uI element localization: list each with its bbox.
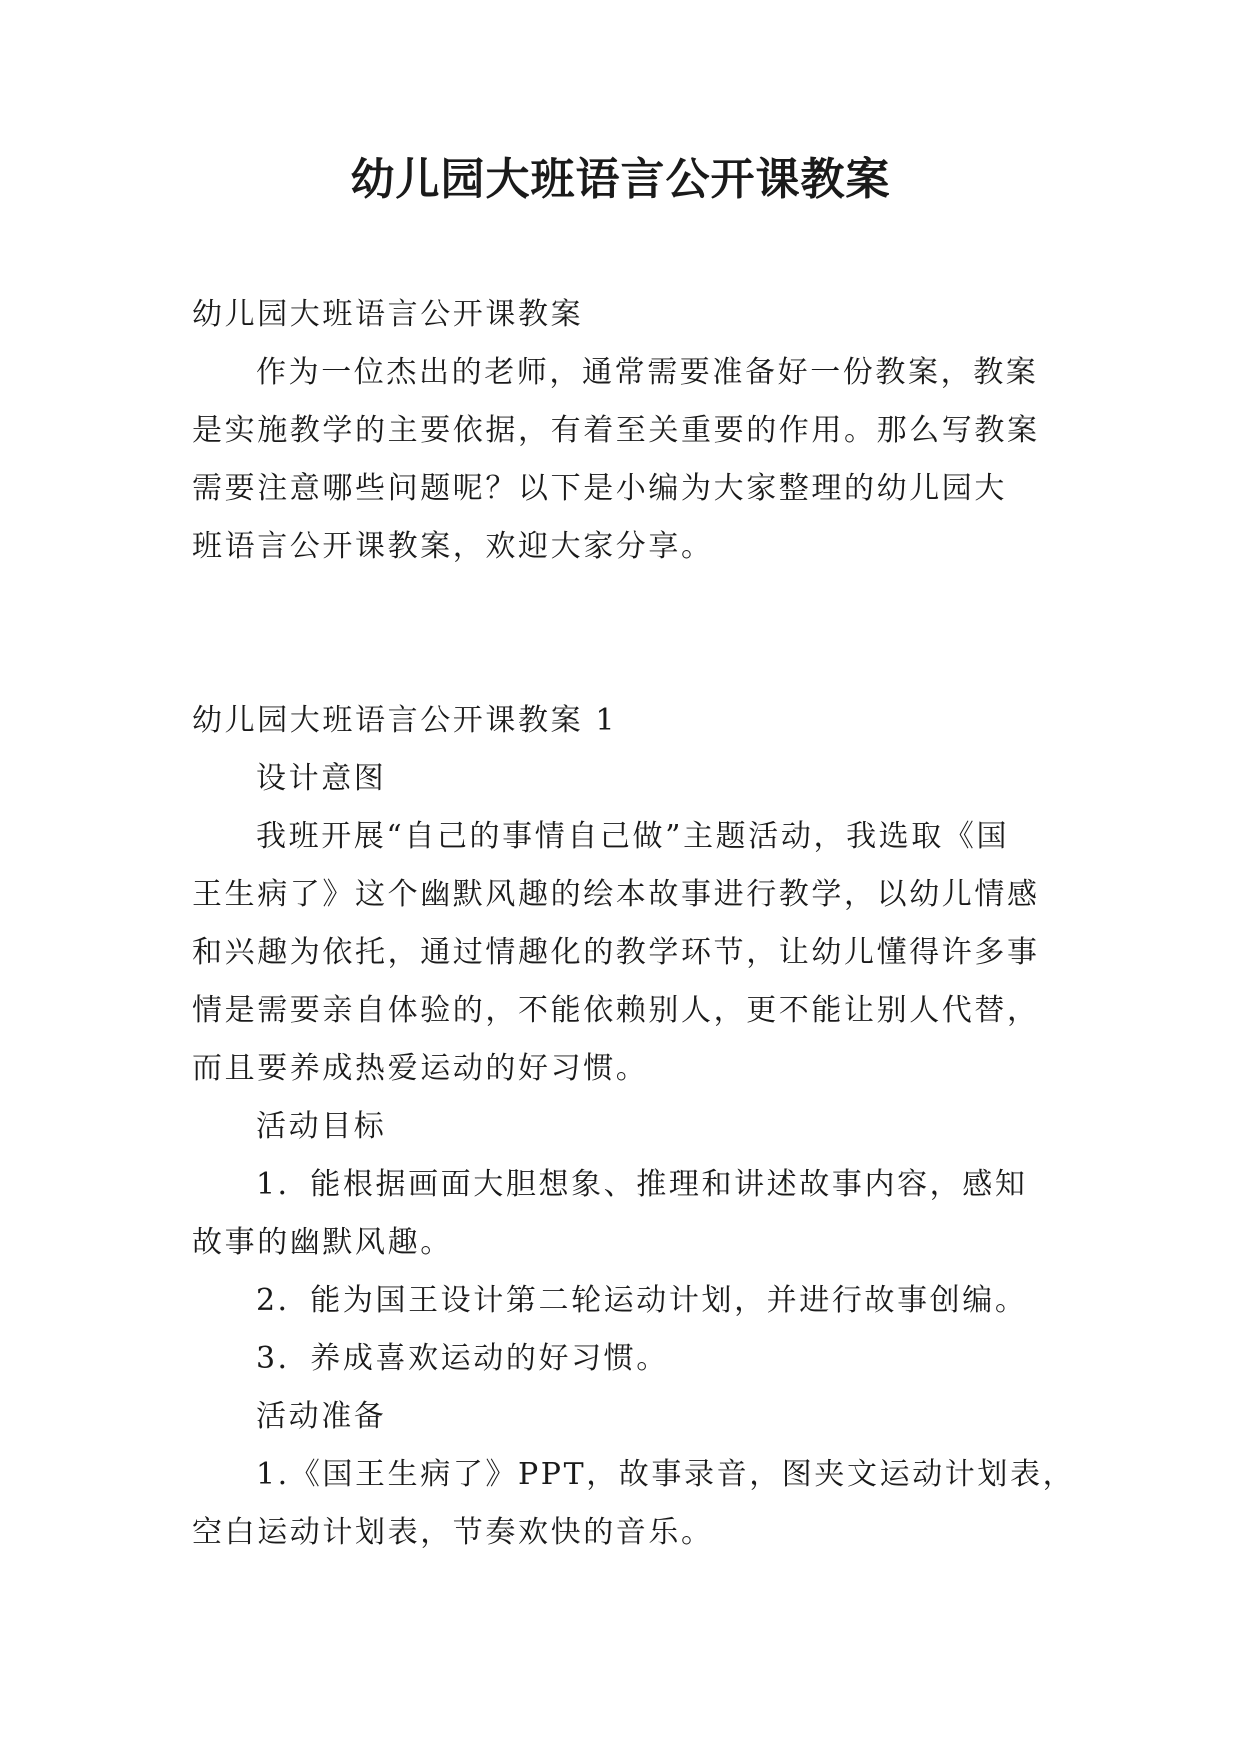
preparation-item-1-continued: 空白运动计划表，节奏欢快的音乐。 xyxy=(192,1515,714,1550)
design-intent-line: 情是需要亲自体验的，不能依赖别人，更不能让别人代替， xyxy=(192,993,1040,1028)
goal-item-1: 1．能根据画面大胆想象、推理和讲述故事内容，感知 xyxy=(256,1167,1028,1202)
section-spacer xyxy=(192,576,1052,692)
document-subtitle: 幼儿园大班语言公开课教案 xyxy=(192,297,584,332)
design-intent-heading: 设计意图 xyxy=(256,761,387,796)
preparation-item-1: 1.《国王生病了》PPT，故事录音，图夹文运动计划表， xyxy=(256,1457,1076,1492)
document-title: 幼儿园大班语言公开课教案 xyxy=(350,154,891,205)
intro-line: 班语言公开课教案，欢迎大家分享。 xyxy=(192,529,714,564)
design-intent-line: 而且要养成热爱运动的好习惯。 xyxy=(192,1051,649,1086)
section-heading: 幼儿园大班语言公开课教案 1 xyxy=(192,703,618,738)
intro-line: 需要注意哪些问题呢？以下是小编为大家整理的幼儿园大 xyxy=(192,471,1007,506)
design-intent-line: 王生病了》这个幽默风趣的绘本故事进行教学，以幼儿情感 xyxy=(192,877,1040,912)
preparation-heading: 活动准备 xyxy=(256,1399,387,1434)
design-intent-line: 和兴趣为依托，通过情趣化的教学环节，让幼儿懂得许多事 xyxy=(192,935,1040,970)
goal-item-2: 2．能为国王设计第二轮运动计划，并进行故事创编。 xyxy=(256,1283,1028,1318)
goal-item-1-continued: 故事的幽默风趣。 xyxy=(192,1225,453,1260)
document-body xyxy=(192,286,1076,1562)
intro-line: 是实施教学的主要依据，有着至关重要的作用。那么写教案 xyxy=(192,413,1040,448)
intro-line: 作为一位杰出的老师，通常需要准备好一份教案，教案 xyxy=(256,355,1039,390)
goal-item-3: 3．养成喜欢运动的好习惯。 xyxy=(256,1341,669,1376)
design-intent-line: 我班开展“自己的事情自己做”主题活动，我选取《国 xyxy=(256,819,1010,854)
goals-heading: 活动目标 xyxy=(256,1109,387,1144)
